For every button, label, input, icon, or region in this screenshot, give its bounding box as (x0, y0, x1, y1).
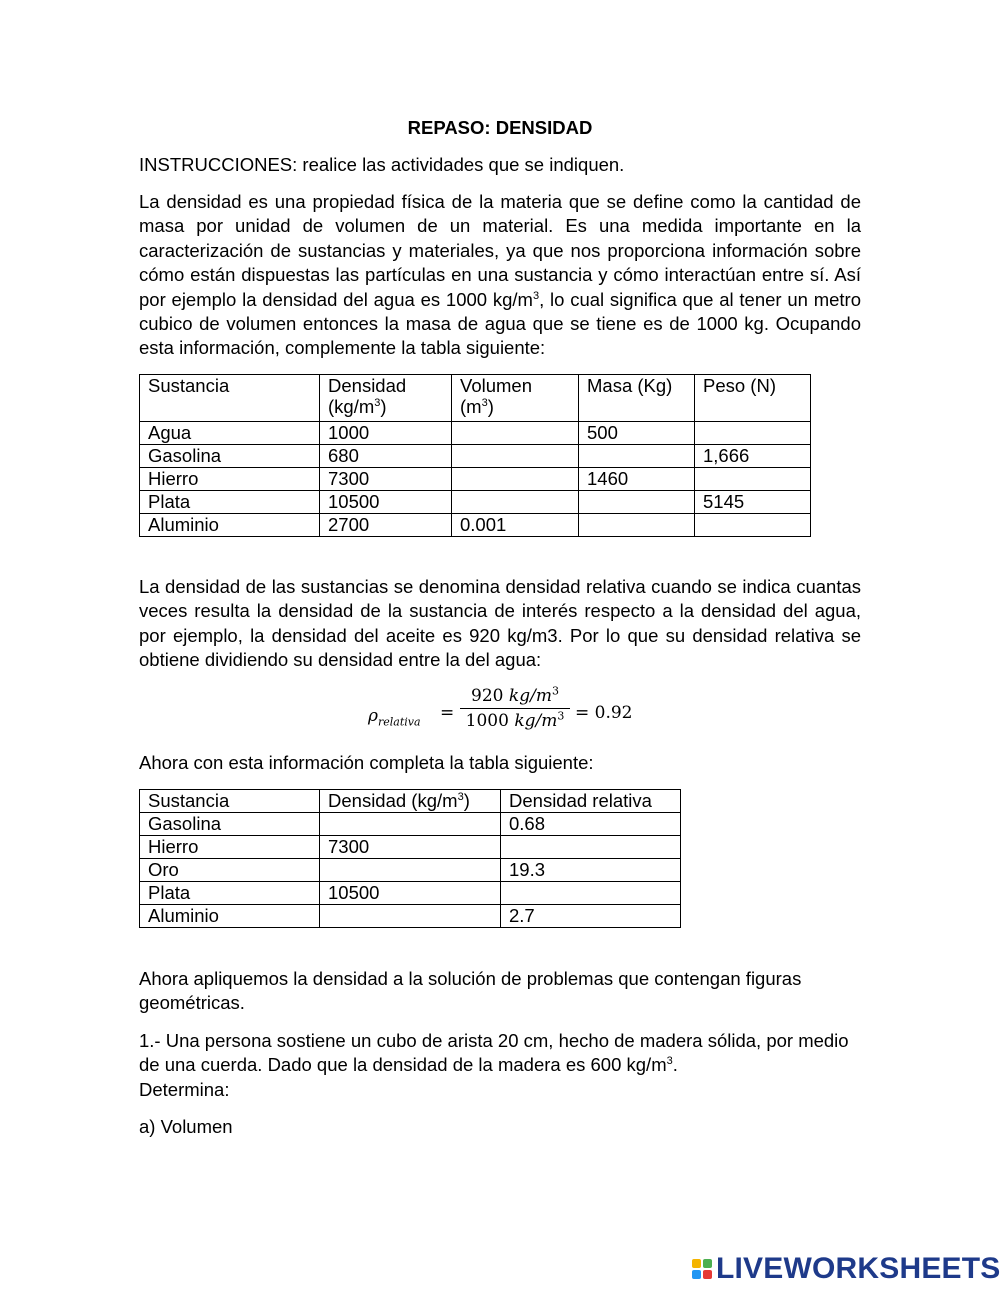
formula-fraction (460, 686, 570, 731)
cell-volume: 0.001 (452, 514, 579, 537)
table-row (140, 491, 811, 514)
cell-relative-density: 19.3 (501, 859, 681, 882)
header-masa: Masa (Kg) (579, 375, 695, 422)
cell-relative-density: 2.7 (501, 905, 681, 928)
table2-intro: Ahora con esta información completa la tabla siguiente: (139, 752, 594, 773)
intro-paragraph (139, 190, 861, 361)
relative-density-table (139, 789, 681, 928)
cell-density: 7300 (320, 836, 501, 859)
cell-relative-density-answer[interactable] (501, 882, 681, 905)
header-densidad: Densidad $(kg/m^3)$ (320, 790, 501, 813)
table-row (140, 859, 681, 882)
problem-1: 1.- Una persona sostiene un cubo de arista 20 cm, hecho de madera sólida, por medio de una cuerda. Dado que la densidad de la madera es 600 $kg/m^3$. Determina: (139, 1030, 849, 1100)
cell-mass-answer[interactable] (579, 445, 695, 468)
formula-numerator: 920 $kg/m^3$ (460, 686, 570, 709)
table-row (140, 813, 681, 836)
intro-text-part1: La densidad es una propiedad física de la materia que se define como la cantidad de masa por unidad de volumen de un material. Es una medida importante en la caracterización de sustancias y materiales, ya que nos proporciona información sobre cómo están dispuestas las partículas en una sustancia y cómo interactúan entre sí. Así por ejemplo la densidad del agua es 1000 kg/m (139, 191, 861, 310)
cell-mass: 1460 (579, 468, 695, 491)
cell-density-answer[interactable] (320, 859, 501, 882)
cell-substance: Gasolina (140, 813, 320, 836)
table-header-row (140, 375, 811, 422)
item-a-volumen: a) Volumen (139, 1116, 233, 1137)
cell-volume-answer[interactable] (452, 422, 579, 445)
cell-density: 10500 (320, 882, 501, 905)
cell-relative-density-answer[interactable] (501, 836, 681, 859)
cell-substance: Hierro (140, 836, 320, 859)
cell-density: 10500 (320, 491, 452, 514)
density-table (139, 374, 811, 537)
logo-text: LIVEWORKSHEETS (716, 1252, 1000, 1285)
cell-density: 1000 (320, 422, 452, 445)
cell-volume-answer[interactable] (452, 468, 579, 491)
table-row (140, 882, 681, 905)
relative-density-paragraph: La densidad de las sustancias se denomina densidad relativa cuando se indica cuantas veces resulta la densidad de la sustancia de interés respecto a la densidad del agua, por ejemplo, la densidad del aceite es 920 kg/m3. Por lo que su densidad relativa se obtiene dividiendo su densidad entre la del agua: (139, 576, 861, 671)
header-peso: Peso (N) (695, 375, 811, 422)
formula-subscript: relativa (378, 715, 421, 729)
formula-result: = 0.92 (575, 703, 633, 723)
problem-1-determina: Determina: (139, 1078, 230, 1100)
cell-weight-answer[interactable] (695, 468, 811, 491)
cell-relative-density: 0.68 (501, 813, 681, 836)
cell-substance: Hierro (140, 468, 320, 491)
cell-mass: 500 (579, 422, 695, 445)
formula-denominator: 1000 $kg/m^3$ (465, 709, 565, 731)
formula-rho: $\rho_{relativa}$ (368, 706, 421, 729)
cell-density-answer[interactable] (320, 905, 501, 928)
formula-equals: = (440, 703, 455, 723)
header-sustancia: Sustancia (140, 375, 320, 422)
liveworksheets-logo (692, 1253, 1000, 1285)
cell-weight: 1,666 (695, 445, 811, 468)
table-row (140, 905, 681, 928)
cell-substance: Oro (140, 859, 320, 882)
table-row (140, 422, 811, 445)
cell-volume-answer[interactable] (452, 445, 579, 468)
header-densidad-relativa: Densidad relativa (501, 790, 681, 813)
cell-mass-answer[interactable] (579, 491, 695, 514)
cell-density-answer[interactable] (320, 813, 501, 836)
cell-substance: Aluminio (140, 905, 320, 928)
cell-density: 7300 (320, 468, 452, 491)
cell-weight-answer[interactable] (695, 422, 811, 445)
table-row (140, 514, 811, 537)
problem-1-superscript: 3 (666, 1055, 673, 1068)
table-header-row (140, 790, 681, 813)
header-sustancia: Sustancia (140, 790, 320, 813)
table-row (140, 468, 811, 491)
cell-weight-answer[interactable] (695, 514, 811, 537)
cell-substance: Plata (140, 882, 320, 905)
cell-weight: 5145 (695, 491, 811, 514)
cell-substance: Aluminio (140, 514, 320, 537)
problems-intro: Ahora apliquemos la densidad a la solución de problemas que contengan figuras geométricas. (139, 968, 802, 1014)
cell-mass-answer[interactable] (579, 514, 695, 537)
intro-superscript: 3 (532, 289, 540, 302)
header-densidad: Densidad $(kg/m^3)$ (320, 375, 452, 422)
cell-density: 680 (320, 445, 452, 468)
logo-mark-icon (692, 1259, 712, 1279)
cell-substance: Agua (140, 422, 320, 445)
cell-substance: Plata (140, 491, 320, 514)
cell-substance: Gasolina (140, 445, 320, 468)
table-row (140, 836, 681, 859)
header-volumen: Volumen $(m^3)$ (452, 375, 579, 422)
instructions-text: INSTRUCCIONES: realice las actividades que se indiquen. (139, 154, 625, 175)
cell-volume-answer[interactable] (452, 491, 579, 514)
page-title: REPASO: DENSIDAD (407, 117, 593, 138)
table-row (140, 445, 811, 468)
problem-1-text: 1.- Una persona sostiene un cubo de arista 20 cm, hecho de madera sólida, por medio de una cuerda. Dado que la densidad de la madera es 600 kg/m (139, 1030, 849, 1076)
cell-density: 2700 (320, 514, 452, 537)
intro-text-part2: , lo cual significa que al tener un metro cubico de volumen entonces la masa de agua que se tiene es de 1000 kg. Ocupando esta información, complemente la tabla siguiente: (139, 288, 861, 359)
